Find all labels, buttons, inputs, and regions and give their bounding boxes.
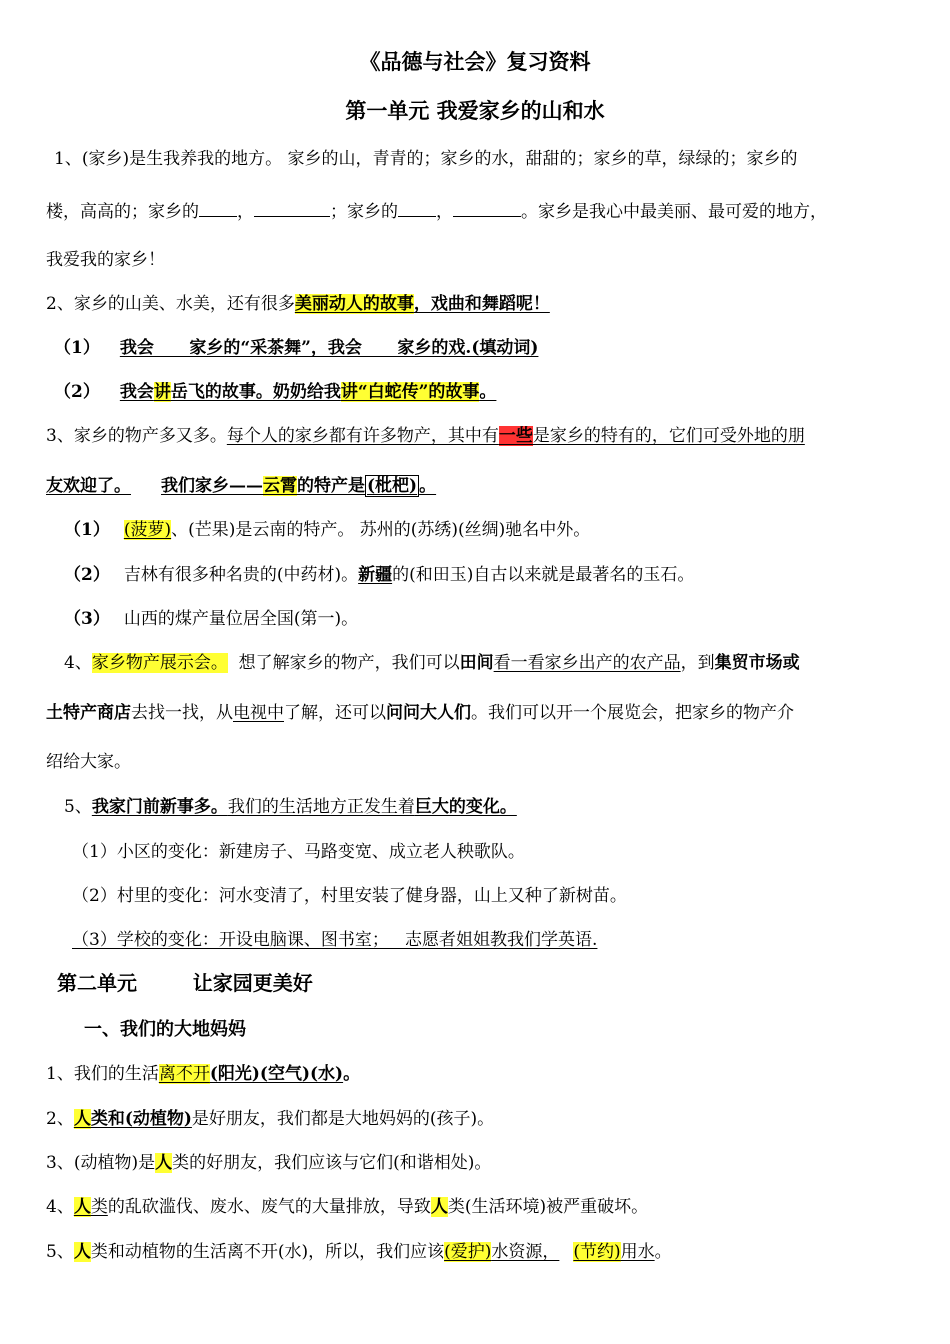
s3-text: 是家乡的特有的，它们可受外地的朋 — [532, 426, 805, 446]
s5-text: 我们的生活地方正发生着 — [227, 797, 415, 817]
item-text: 山西的煤产量位居全国(第一)。 — [123, 609, 359, 629]
fill-blank — [453, 198, 521, 217]
highlight-text: 人 — [73, 1242, 91, 1262]
highlight-text: (菠萝) — [123, 520, 172, 540]
item-number: （2） — [64, 565, 110, 585]
s4-text: 土特产商店 — [46, 703, 131, 723]
u2-text: 是好朋友，我们都是大地妈妈的(孩子)。 — [191, 1109, 495, 1129]
s1-line3: 我爱我的家乡！ — [46, 250, 165, 270]
u2-text: 5、 — [46, 1242, 74, 1262]
fill-blank — [199, 198, 237, 217]
u2-line4 — [46, 1195, 648, 1221]
s1-text: 楼，高高的；家乡的 — [46, 202, 199, 222]
fill-blank — [398, 198, 436, 217]
s5-item1: （1）小区的变化：新建房子、马路变宽、成立老人秧歌队。 — [72, 842, 525, 862]
item-text: 岳飞的故事。奶奶给我 — [170, 382, 341, 402]
s4-text: 4、 — [64, 653, 92, 673]
s3-text: 每个人的家乡都有许多物产，其中有 — [226, 426, 499, 446]
s2-text: 2、家乡的山美、水美，还有很多 — [46, 294, 295, 314]
u2-text: 。 — [654, 1242, 672, 1262]
fill-blank — [254, 198, 330, 217]
highlight-text: 人 — [73, 1197, 91, 1217]
highlight-text: 讲 — [153, 382, 171, 402]
s3-text: 的特产是 — [297, 476, 365, 496]
s5-text: 巨大的变化。 — [414, 797, 517, 817]
s2-item1 — [54, 336, 538, 362]
highlight-text: 离不开 — [158, 1064, 210, 1084]
s5-item3: （3）学校的变化：开设电脑课、图书室； 志愿者姐姐教我们学英语. — [72, 930, 598, 950]
s1-text: ；家乡的 — [330, 202, 398, 222]
s3-text: 友欢迎了。 — [46, 476, 131, 496]
s4-text: ，到 — [680, 653, 715, 673]
item-text: 新疆 — [358, 565, 393, 585]
highlight-text: 美丽动人的故事 — [294, 294, 414, 314]
s5-text: 我家门前新事多。 — [91, 797, 228, 817]
highlight-text: 云霄 — [263, 476, 297, 496]
s4-text: 电视中 — [233, 703, 284, 723]
s4-text: 田间 — [459, 653, 494, 673]
s4-text: 集贸市场或 — [714, 653, 800, 673]
s5-text: 5、 — [64, 797, 92, 817]
highlight-text: 家乡物产展示会。 — [91, 653, 228, 673]
unit1-title: 第一单元 我爱家乡的山和水 — [345, 98, 605, 123]
u2-text: 类和动植物的生活离不开(水)，所以，我们应该 — [90, 1242, 445, 1262]
u2-text: 2、 — [46, 1109, 74, 1129]
item-text: 我会 — [119, 382, 154, 402]
highlight-text: 人 — [73, 1109, 91, 1129]
s4-text: 去找一找，从 — [131, 703, 233, 723]
s5-line — [64, 795, 517, 821]
u2-text: 类和(动植物) — [90, 1109, 192, 1129]
u2-line1 — [46, 1062, 360, 1088]
s3-line1 — [46, 424, 805, 450]
u2-line5 — [46, 1240, 672, 1266]
unit2-title: 第二单元 让家园更美好 — [57, 971, 313, 995]
s4-text: 。我们可以开一个展览会，把家乡的物产介 — [471, 703, 794, 723]
u2-text: 4、 — [46, 1197, 74, 1217]
highlight-text: (爱护) — [444, 1242, 492, 1262]
boxed-answer: (枇杷) — [367, 476, 418, 496]
u2-text: 类(生活环境)被严重破坏。 — [447, 1197, 649, 1217]
s4-text: 问问大人们 — [386, 703, 471, 723]
u2-text: 用水 — [620, 1242, 655, 1262]
s3-text: 我们家乡—— — [161, 476, 263, 496]
s4-text: 了解，还可以 — [284, 703, 386, 723]
s3-text: 。 — [419, 476, 437, 496]
s1-line2 — [46, 198, 827, 224]
document-title: 《品德与社会》复习资料 — [359, 49, 591, 74]
u2-text: 1、我们的生活 — [46, 1064, 159, 1084]
u2-line2 — [46, 1107, 494, 1133]
unit2-subtitle: 一、我们的大地妈妈 — [84, 1019, 246, 1040]
item-number: （3） — [64, 609, 110, 629]
highlight-text: 人 — [155, 1153, 173, 1173]
s1-line1: 1、(家乡)是生我养我的地方。 家乡的山，青青的；家乡的水，甜甜的；家乡的草，绿绿的；家乡的 — [54, 149, 798, 169]
u2-text: 类 — [90, 1197, 108, 1217]
s4-line1 — [64, 651, 800, 677]
item-text: 我会 家乡的“采茶舞”，我会 家乡的戏.(填动词) — [119, 338, 539, 358]
s4-text: 想了解家乡的物产，我们可以 — [227, 653, 460, 673]
s1-comma: ， — [237, 202, 254, 222]
item-text: 的(和田玉)自古以来就是最著名的玉石。 — [392, 565, 695, 585]
s2-item2 — [54, 380, 496, 406]
s3-line2 — [46, 474, 436, 500]
item-number: （1） — [64, 520, 110, 540]
item-text: 、(芒果)是云南的特产。 苏州的(苏绣)(丝绸)驰名中外。 — [171, 520, 591, 540]
u2-text: 。 — [343, 1064, 361, 1084]
u2-text: 水资源， — [491, 1242, 560, 1262]
s5-item2: （2）村里的变化：河水变清了，村里安装了健身器，山上又种了新树苗。 — [72, 886, 627, 906]
s3-item1 — [64, 518, 590, 544]
s3-item3 — [64, 607, 358, 633]
item-text: 吉林有很多种名贵的(中药材)。 — [123, 565, 359, 585]
u2-text: 的乱砍滥伐、废水、废气的大量排放，导致 — [107, 1197, 431, 1217]
u2-line3 — [46, 1151, 491, 1177]
highlight-red-text: 一些 — [498, 426, 533, 446]
s2-line — [46, 292, 550, 318]
item-text: 。 — [479, 382, 497, 402]
item-number: （2） — [54, 382, 100, 402]
u2-text: 3、(动植物)是 — [46, 1153, 156, 1173]
highlight-text: (节约) — [573, 1242, 621, 1262]
s1-comma: ， — [436, 202, 453, 222]
s4-line2 — [46, 701, 794, 727]
highlight-text: 讲“白蛇传”的故事 — [340, 382, 480, 402]
u2-text: (阳光)(空气)(水) — [209, 1064, 344, 1084]
s4-text: 看一看家乡出产的农产品 — [493, 653, 681, 673]
item-number: （1） — [54, 338, 100, 358]
s1-text: 。家乡是我心中最美丽、最可爱的地方， — [521, 202, 827, 222]
s3-text: 3、家乡的物产多又多。 — [46, 426, 227, 446]
highlight-text: 人 — [430, 1197, 448, 1217]
s4-line3: 绍给大家。 — [46, 752, 131, 772]
u2-text: 类的好朋友，我们应该与它们(和谐相处)。 — [172, 1153, 492, 1173]
s3-item2 — [64, 563, 694, 589]
s2-text: ，戏曲和舞蹈呢！ — [413, 294, 550, 314]
